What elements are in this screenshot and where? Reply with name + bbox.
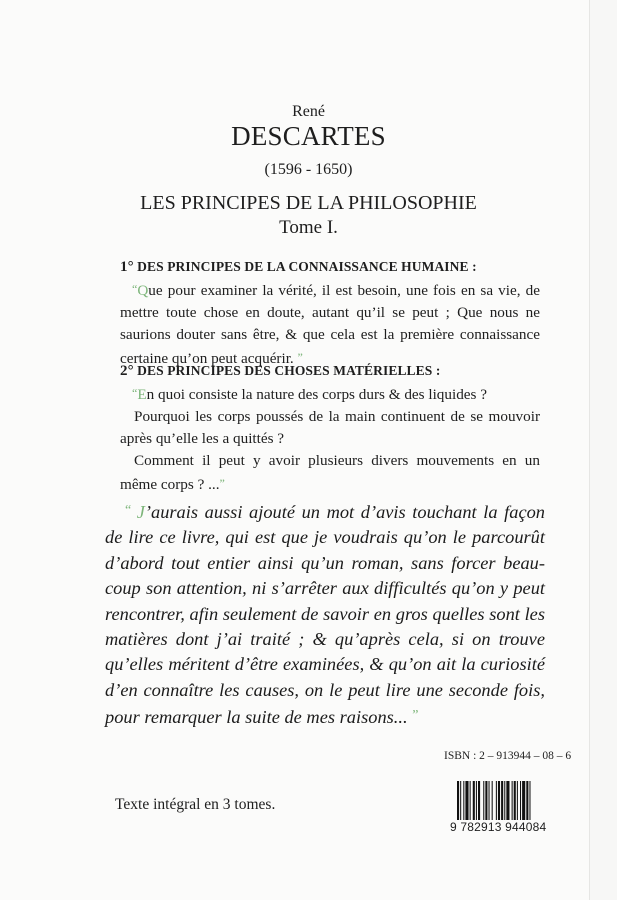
section-2-heading [120,360,540,382]
section-2-line-1-text: n quoi consiste la nature des corps durs & des liquides ? [146,386,487,403]
author-dates: (1596 - 1650) [264,161,353,178]
close-quote-mark: ” [219,476,225,490]
section-1-body: ue pour examiner la vérité, il est besoin, une fois en sa vie, de mettre toute chose en doute, autant qu’il se peut ; Que nous ne saurions douter sans être, & que cela est la première connaissance certaine qu’on peut acquérir. [120,282,540,367]
open-quote-mark: “ [132,386,138,400]
section-1 [120,256,540,370]
barcode-number: 9 782913 944084 [450,820,547,834]
section-2 [120,360,540,496]
section-1-number: 1° [120,259,134,275]
close-quote-mark: ” [412,708,419,724]
section-1-heading [120,256,540,278]
quote-body: ’aurais aussi ajouté un mot d’avis touchant la façon de lire ce livre, qui est que je voudrais qu’on le parcourût d’abord tout entier ainsi qu’un roman, sans forcer beau-coup son attention, ni s’arrêter aux difficultés qu’on y peut rencontrer, afin seulement de savoir en gros quelles sont les matières dont j’ai traité ; & qu’après cela, si on trouve qu’elles méritent d’être examinées, & qu’on ait la curiosité d’en connaître les causes, on le peut lire une seconde fois, pour remarquer la suite de mes raisons... [105,502,546,728]
close-quote-mark: ” [297,350,303,364]
section-1-heading-text: DES PRINCIPES DE LA CONNAISSANCE HUMAINE : [133,259,477,274]
drop-letter: Q [137,282,149,299]
integral-text-note: Texte intégral en 3 tomes. [115,796,276,813]
open-quote-mark: “ [125,503,137,518]
section-2-line-3-text: Comment il peut y avoir plusieurs divers mouvements en un même corps ? ... [120,452,540,493]
section-1-text [120,278,540,370]
section-2-line-2: Pourquoi les corps poussés de la main continuent de se mouvoir après qu’elle les a quittés ? [120,408,540,447]
isbn-label: ISBN : 2 – 913944 – 08 – 6 [444,750,572,762]
drop-letter: E [137,386,147,403]
tome-label: Tome I. [279,217,338,238]
drop-letter: J [136,502,145,522]
author-last-name: DESCARTES [231,121,386,151]
section-2-heading-text: DES PRINCIPES DES CHOSES MATÉRIELLES : [133,363,441,378]
descartes-quote [105,498,545,731]
author-first-name: René [292,103,325,120]
section-2-line-1 [120,382,540,406]
section-2-number: 2° [120,363,134,379]
section-2-line-3 [120,450,540,496]
book-title: LES PRINCIPES DE LA PHILOSOPHIE [140,192,477,214]
open-quote-mark: “ [132,282,138,296]
